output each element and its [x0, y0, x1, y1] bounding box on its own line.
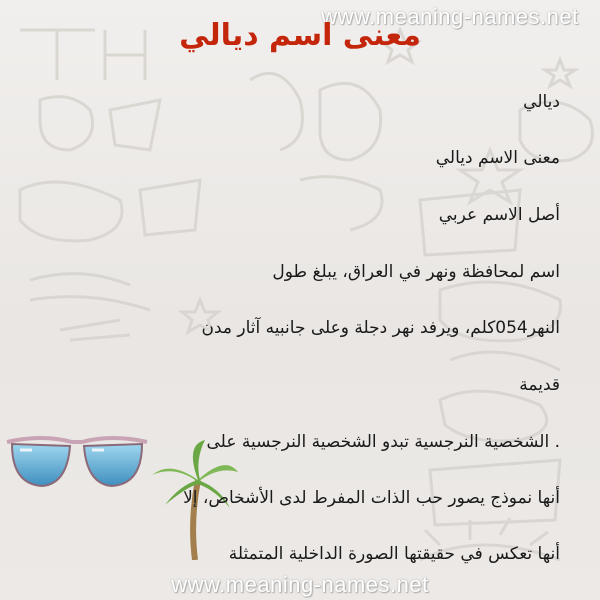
- description-line-2: النهر054كلم، ويرفد نهر دجلة وعلى جانبيه آثار مدن: [201, 318, 560, 338]
- name-line: ديالي: [523, 92, 560, 112]
- meaning-line: معنى الاسم ديالي: [435, 148, 560, 168]
- description-line-4: . الشخصية النرجسية تبدو الشخصية النرجسية على: [206, 432, 560, 452]
- description-line-6: أنها تعكس في حقيقتها الصورة الداخلية المتمثلة: [228, 544, 560, 564]
- description-line-5: أنها نموذج يصور حب الذات المفرط لدى الأشخاص، إلا: [183, 488, 560, 508]
- page-title: معنى اسم ديالي: [179, 18, 421, 53]
- origin-line: أصل الاسم عربي: [438, 205, 560, 225]
- watermark-top: www.meaning-names.net: [321, 4, 579, 29]
- watermark-bottom: www.meaning-names.net: [171, 572, 429, 597]
- description-line-1: اسم لمحافظة ونهر في العراق، يبلغ طول: [272, 262, 560, 282]
- description-line-3: قديمة: [519, 375, 560, 395]
- sunglasses-image: [2, 424, 152, 504]
